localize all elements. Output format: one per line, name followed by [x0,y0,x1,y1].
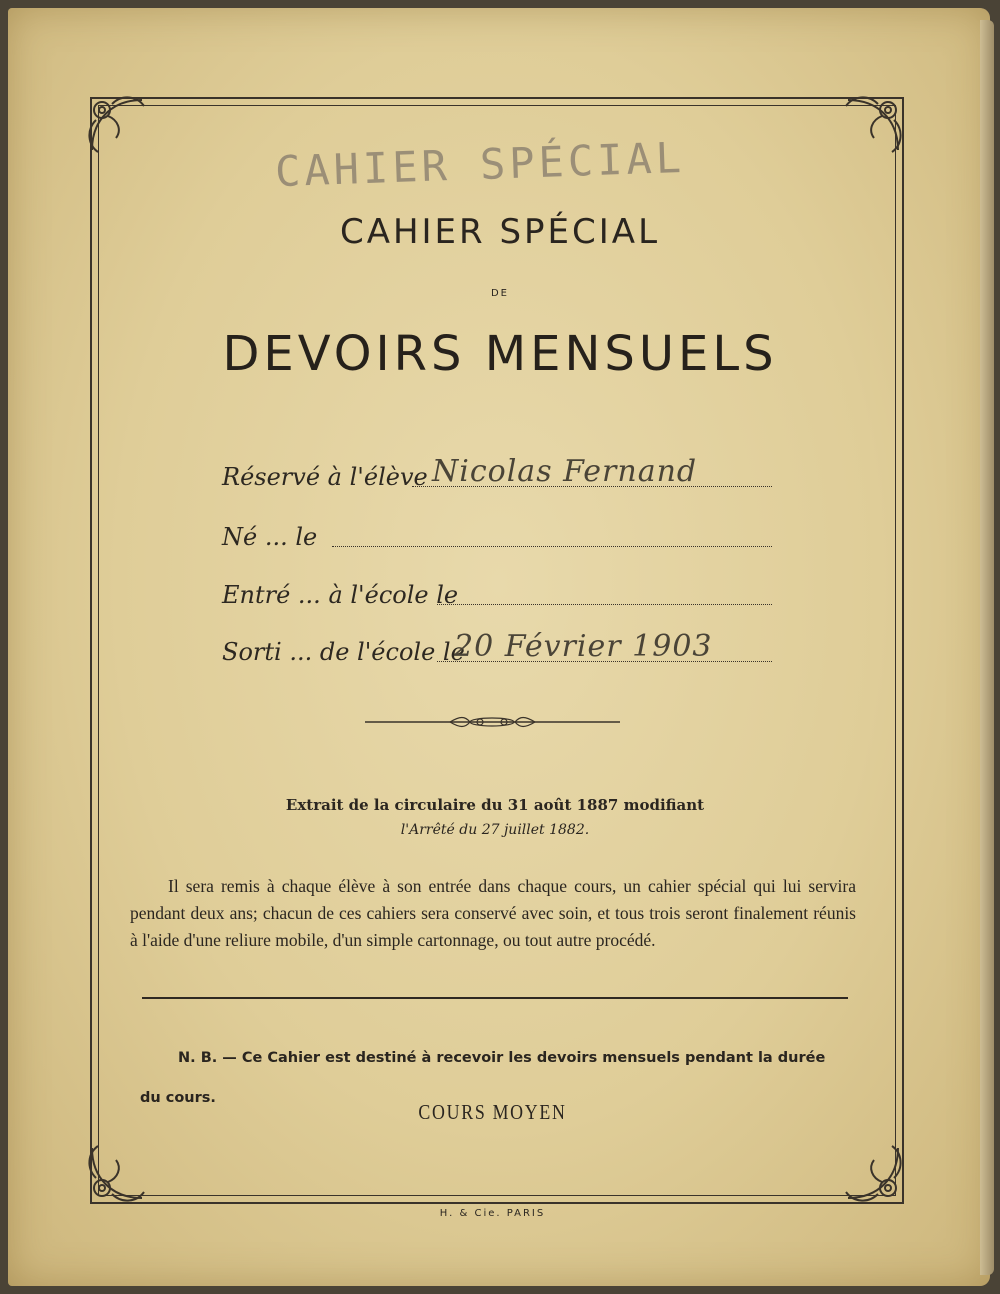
course-level: COURS MOYEN [418,1100,567,1124]
extract-subtitle: l'Arrêté du 27 juillet 1882. [400,822,590,838]
title-connector: DE [490,288,510,299]
ornamental-divider [365,712,620,732]
form-row-left [222,630,782,670]
form-row-student [222,455,782,495]
left-date-handwritten: 20 Février 1903 [454,629,713,664]
born-label: Né ... le [222,523,318,551]
corner-ornament-bottom-left [82,1128,162,1208]
born-line [332,546,772,547]
student-name-handwritten: Nicolas Fernand [432,454,698,489]
title-devoirs-mensuels: DEVOIRS MENSUELS [222,326,778,382]
extract-title: Extrait de la circulaire du 31 août 1887 modifiant [285,796,705,814]
entered-label: Entré ... à l'école le [222,581,459,609]
entered-line [437,604,772,605]
note-nb: N. B. — Ce Cahier est destiné à recevoir les devoirs mensuels pendant la durée du cours. [140,1050,826,1106]
student-label: Réservé à l'élève [222,463,428,491]
form-row-born [222,515,782,555]
corner-ornament-top-right [828,90,908,170]
corner-ornament-bottom-right [828,1128,908,1208]
rubber-stamp-text: CAHIER SPÉCIAL [274,132,686,197]
extract-paragraph: Il sera remis à chaque élève à son entrée dans chaque cours, un cahier spécial qui lui servira pendant deux ans; chacun de ces cahiers sera conservé avec soin, et tous trois seront finalement réunis à l'aide d'une reliure mobile, d'un simple cartonnage, ou tout autre procédé. [130,876,856,950]
form-row-entered [222,573,782,613]
title-cahier-special: CAHIER SPÉCIAL [339,212,661,252]
left-label: Sorti ... de l'école le [222,638,465,666]
corner-ornament-top-left [82,90,162,170]
publisher-imprint: H. & Cie. PARIS [439,1208,546,1219]
page-edge [980,20,994,1275]
horizontal-rule [142,997,848,999]
